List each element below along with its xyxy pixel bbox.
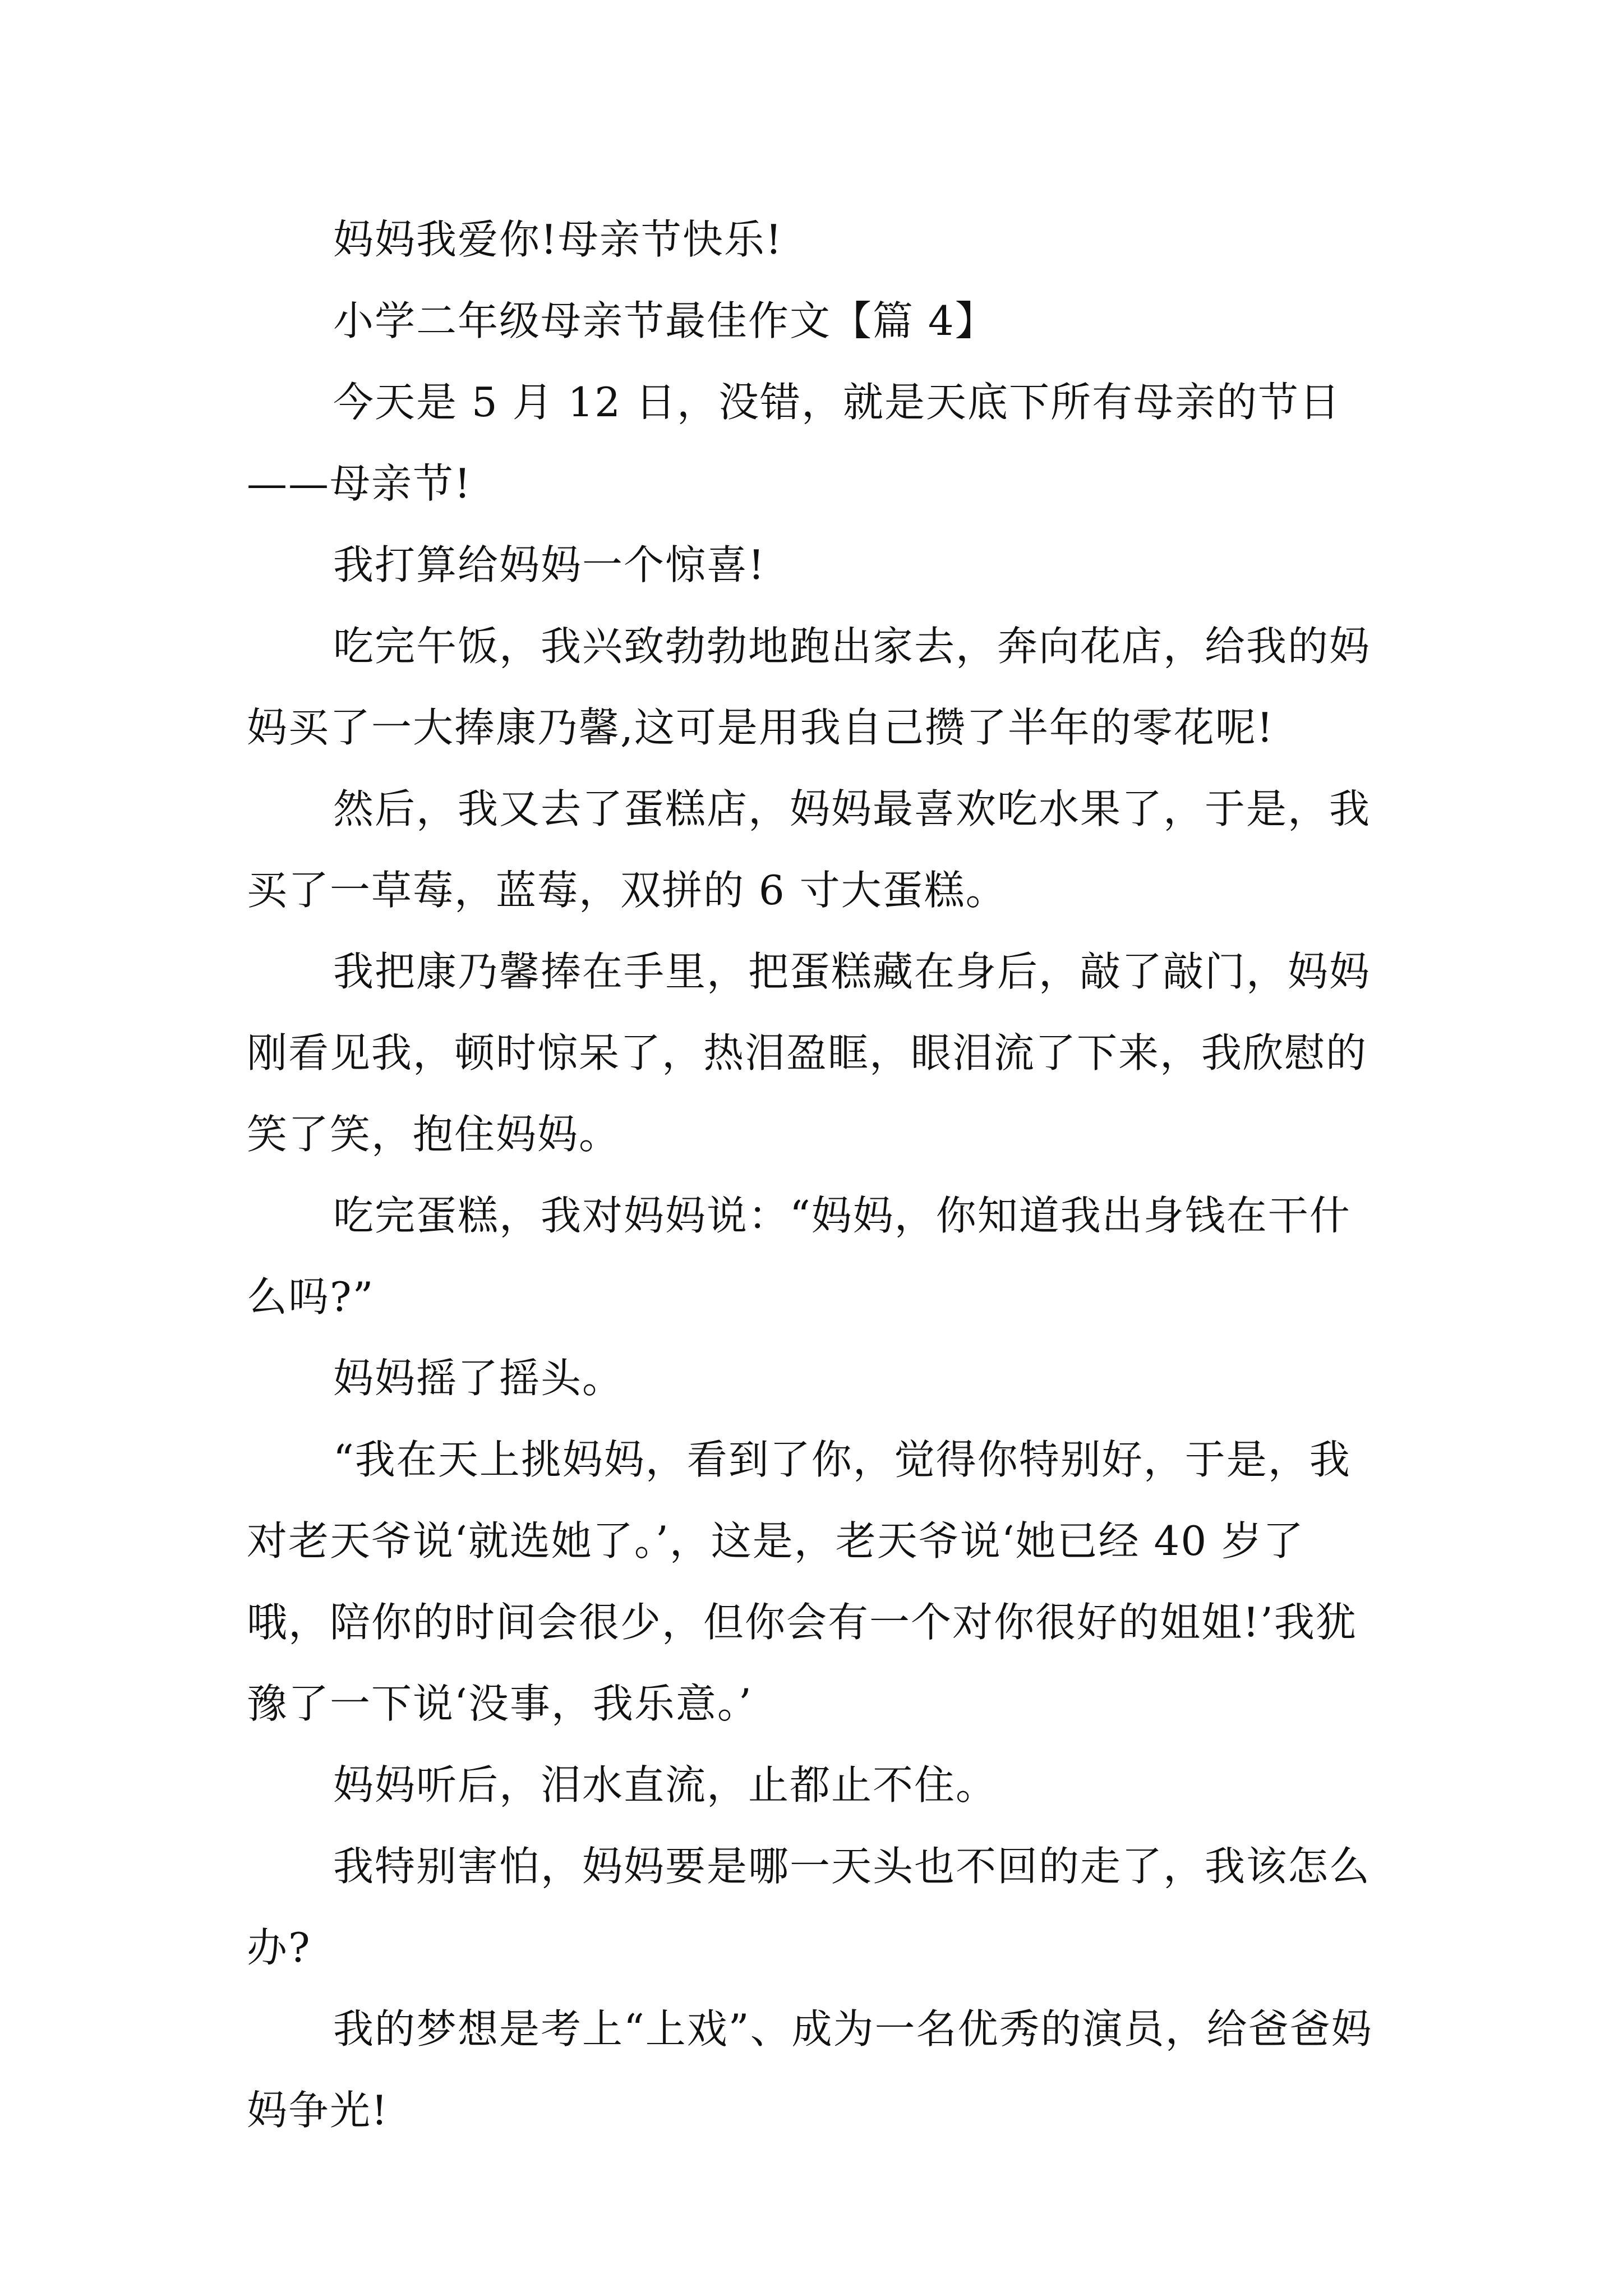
paragraph: 我特别害怕，妈妈要是哪一天头也不回的走了，我该怎么办? xyxy=(247,1843,1371,1971)
paragraph: 我把康乃馨捧在手里，把蛋糕藏在身后，敲了敲门，妈妈刚看见我，顿时惊呆了，热泪盈眶，眼泪流了下来，我欣慰的笑了笑，抱住妈妈。 xyxy=(247,948,1371,1158)
paragraph: 吃完蛋糕，我对妈妈说：“妈妈，你知道我出身钱在干什么吗?” xyxy=(247,1192,1351,1320)
section-heading: 小学二年级母亲节最佳作文【篇 4】 xyxy=(333,297,997,344)
paragraph: 吃完午饭，我兴致勃勃地跑出家去，奔向花店，给我的妈妈买了一大捧康乃馨,这可是用我自己攒了半年的零花呢! xyxy=(247,623,1371,751)
paragraph: 妈妈摇了摇头。 xyxy=(333,1355,624,1402)
document-body xyxy=(247,199,1385,2151)
paragraph: “我在天上挑妈妈，看到了你，觉得你特别好，于是，我对老天爷说‘就选她了。’，这是，老天爷说‘她已经 40 岁了哦，陪你的时间会很少，但你会有一个对你很好的姐姐!’我犹豫了一下说‘没事，我乐意。’ xyxy=(247,1436,1357,1727)
paragraph: 今天是 5 月 12 日，没错，就是天底下所有母亲的节日——母亲节! xyxy=(247,379,1341,507)
paragraph: 妈妈听后，泪水直流，止都止不住。 xyxy=(333,1761,998,1809)
paragraph: 妈妈我爱你!母亲节快乐! xyxy=(333,216,783,263)
paragraph: 然后，我又去了蛋糕店，妈妈最喜欢吃水果了，于是，我买了一草莓，蓝莓，双拼的 6 寸大蛋糕。 xyxy=(247,785,1371,914)
paragraph: 我打算给妈妈一个惊喜! xyxy=(333,541,766,588)
paragraph: 我的梦想是考上“上戏”、成为一名优秀的演员，给爸爸妈妈争光! xyxy=(247,2005,1373,2134)
